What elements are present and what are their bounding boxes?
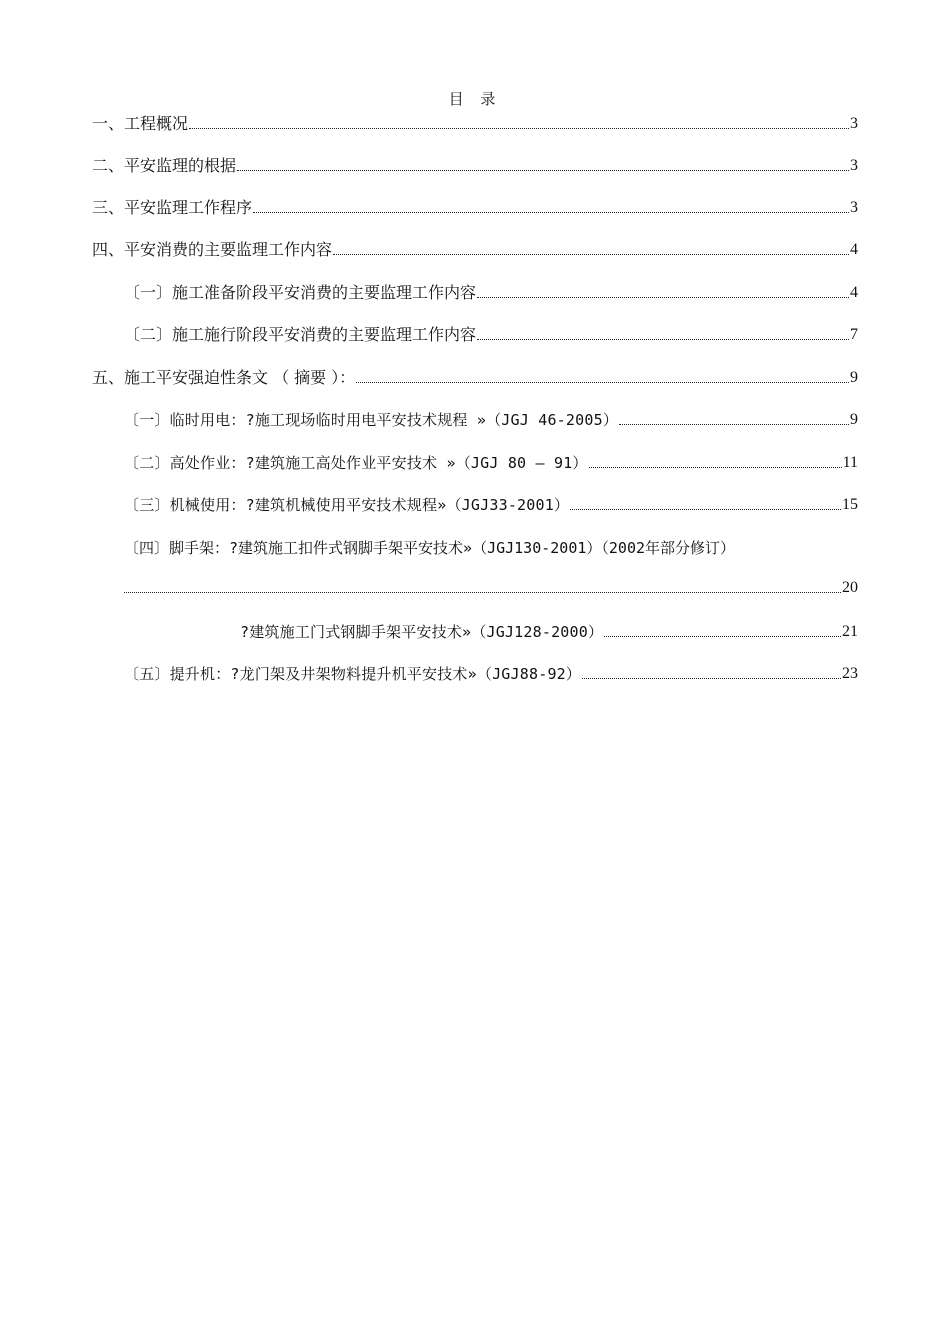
toc-entry-page: 9 (850, 369, 858, 386)
toc-entry-label: 四、平安消费的主要监理工作内容 (92, 240, 333, 259)
dot-leader (237, 170, 849, 171)
toc-entry-label: 〔四〕脚手架：?建筑施工扣件式钢脚手架平安技术»（JGJ130-2001）（2002年部分修订） (124, 539, 736, 557)
toc-entry-page: 23 (842, 665, 858, 682)
toc-entry-page: 3 (850, 115, 858, 132)
toc-entry-label: 〔一〕施工准备阶段平安消费的主要监理工作内容 (124, 283, 477, 302)
dot-leader (619, 424, 849, 425)
toc-entry-label: ?建筑施工门式钢脚手架平安技术»（JGJ128-2000） (240, 623, 604, 641)
toc-entry-page: 4 (850, 241, 858, 258)
toc-entry-page: 3 (850, 157, 858, 174)
toc-entry-label: 五、施工平安强迫性条文 （ 摘要 ）： (92, 368, 356, 387)
toc-entry-page: 11 (842, 454, 858, 471)
toc-entry[interactable] (124, 281, 858, 303)
toc-entry[interactable] (92, 196, 858, 218)
toc-entry-page: 7 (850, 326, 858, 343)
dot-leader (189, 128, 849, 129)
dot-leader (589, 467, 842, 468)
toc-entry-page: 4 (850, 284, 858, 301)
toc-entry-label: 〔二〕施工施行阶段平安消费的主要监理工作内容 (124, 325, 477, 344)
toc-entry-wrapped[interactable] (124, 536, 858, 558)
toc-entry-page: 9 (850, 411, 858, 428)
toc-entry[interactable] (124, 662, 858, 684)
dot-leader (570, 509, 841, 510)
toc-entry-label: 三、平安监理工作程序 (92, 198, 253, 217)
toc-entry[interactable] (124, 493, 858, 515)
toc-entry-label: 〔二〕高处作业：?建筑施工高处作业平安技术 »（JGJ 80 – 91） (124, 454, 588, 472)
toc-entry-page: 3 (850, 199, 858, 216)
toc-entry[interactable] (92, 154, 858, 176)
toc-entry[interactable] (240, 620, 858, 642)
toc-entry-page: 21 (842, 623, 858, 640)
toc-entry[interactable] (124, 451, 858, 473)
toc-entry-label: 二、平安监理的根据 (92, 156, 237, 175)
toc-entry-label: 〔三〕机械使用：?建筑机械使用平安技术规程»（JGJ33-2001） (124, 496, 570, 514)
dot-leader (124, 592, 841, 593)
dot-leader (604, 636, 841, 637)
toc-entry-label: 一、工程概况 (92, 114, 189, 133)
dot-leader (477, 339, 849, 340)
toc-entry[interactable] (92, 366, 858, 388)
toc-title: 目 录 (448, 90, 502, 108)
toc-entry-continuation (124, 576, 858, 598)
toc-entry-page: 20 (842, 579, 858, 596)
dot-leader (356, 382, 849, 383)
dot-leader (582, 678, 841, 679)
toc-entry-label: 〔一〕临时用电：?施工现场临时用电平安技术规程 »（JGJ 46-2005） (124, 411, 619, 429)
toc-entry[interactable] (92, 112, 858, 134)
toc-entry-page: 15 (842, 496, 858, 513)
dot-leader (333, 254, 849, 255)
toc-entry-label: 〔五〕提升机：?龙门架及井架物料提升机平安技术»（JGJ88-92） (124, 665, 582, 683)
toc-entry[interactable] (124, 408, 858, 430)
dot-leader (253, 212, 849, 213)
toc-entry[interactable] (124, 323, 858, 345)
toc-entry[interactable] (92, 238, 858, 260)
dot-leader (477, 297, 849, 298)
